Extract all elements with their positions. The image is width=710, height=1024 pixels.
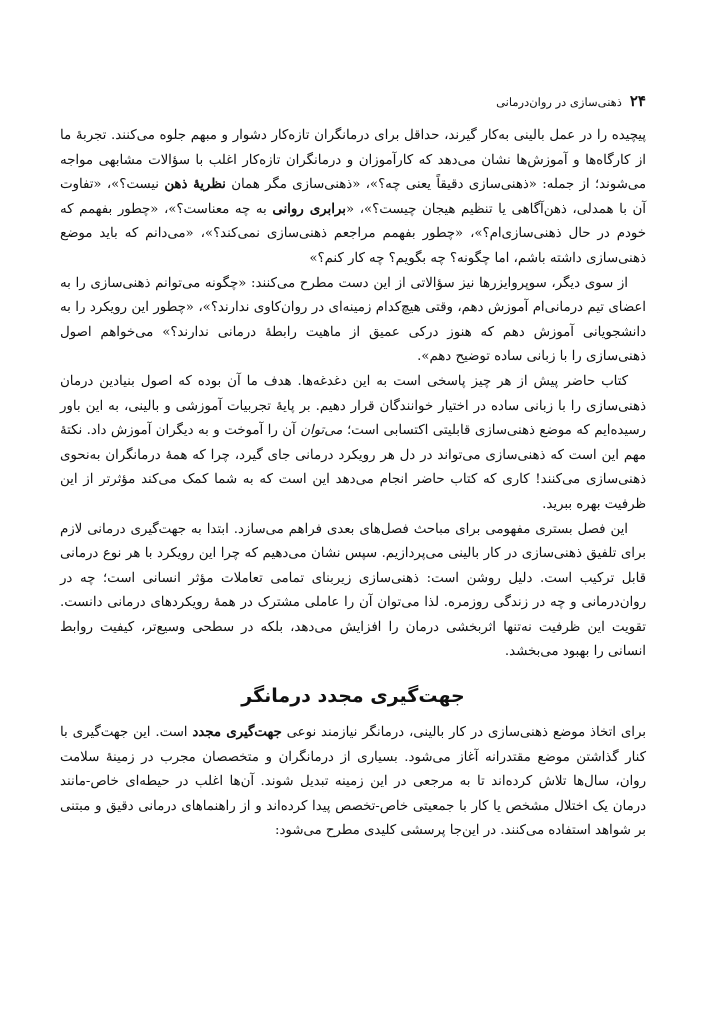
section-heading: جهت‌گیری مجدد درمانگر [241, 685, 465, 708]
bold-term-theory-of-mind: نظریهٔ ذهن [164, 177, 226, 193]
running-head [60, 92, 646, 114]
paragraph-text: از سوی دیگر، سوپروایزرها نیز سؤالاتی از این دست مطرح می‌کنند: «چگونه می‌توانم ذهنی‌سازی را به اعضای تیم درمانی‌ام آموزش دهم، وقتی هیچ‌کدام زمینه‌ای در روان‌کاوی ندارند؟»، «چطور این رویکرد را به دانشجویانی آموزش دهم که هنوز درکی عمیق از ماهیت رابطهٔ درمانی ندارند؟» می‌خواهم اصول ذهنی‌سازی را با زبانی ساده توضیح دهم». [60, 275, 646, 365]
paragraph-text: است. این جهت‌گیری با کنار گذاشتن موضع مقتدرانه آغاز می‌شود. بسیاری از درمانگران و متخصصان مجرب در زمینهٔ سلامت روان، سال‌ها تلاش کرده‌اند تا به مرجعی در این زمینه تبدیل شوند. آن‌ها اغلب در حیطه‌ای خاص-مانند درمان یک اختلال مشخص یا کار با جمعیتی خاص-تخصص پیدا کرده‌اند و از راهنماهای درمانی دقیق و مبتنی بر شواهد استفاده می‌کنند. در این‌جا پرسشی کلیدی مطرح می‌شود: [60, 725, 646, 839]
paragraph-4 [60, 518, 646, 666]
paragraph-text: این فصل بستری مفهومی برای مباحث فصل‌های بعدی فراهم می‌سازد. ابتدا به جهت‌گیری درمانی لازم برای تلفیق ذهنی‌سازی در کار بالینی می‌پردازیم. سپس نشان می‌دهیم که چرا این رویکرد با هر نوع درمانی قابل ترکیب است. دلیل روشن است: ذهنی‌سازی زیربنای تمامی تعاملات مؤثر انسانی است؛ چه در روان‌درمانی و چه در زندگی روزمره. لذا می‌توان آن را عاملی مشترک در همهٔ رویکردهای درمانی دانست. تقویت این ظرفیت نه‌تنها اثربخشی درمان را افزایش می‌دهد، بلکه در سطحی وسیع‌تر، کیفیت روابط انسانی را بهبود می‌بخشد. [60, 521, 646, 660]
paragraph-2 [60, 272, 646, 370]
bold-term-psychic-equivalence: برابری روانی [272, 201, 346, 217]
paragraph-text: نیست؟»، «تفاوت آن با همدلی، ذهن‌آگاهی یا تنظیم هیجان چیست؟»، « [60, 177, 646, 217]
paragraph-text: آن را آموخت و به دیگران آموزش داد. نکتهٔ مهم این است که ذهنی‌سازی می‌تواند در دل هر رویکرد درمانی جای گیرد، چرا که همهٔ درمانگران به‌نحوی ذهنی‌سازی می‌کنند! کاری که کتاب حاضر انجام می‌دهد این است که به شما کمک می‌کند مؤثرتر از این ظرفیت بهره ببرید. [60, 423, 646, 512]
section-paragraph [60, 721, 646, 844]
paragraph-3 [60, 370, 646, 518]
bold-term-reorientation: جهت‌گیری مجدد [192, 725, 282, 741]
italic-term-can: می‌توان [300, 423, 343, 439]
paragraph-text: پیچیده را در عمل بالینی به‌کار گیرند، حداقل برای درمانگران تازه‌کار دشوار و مبهم جلوه می‌کنند. تجربهٔ ما از کارگاه‌ها و آموزش‌ها نشان می‌دهد که کارآموزان و درمانگران تازه‌کار اغلب با سؤالات مشابهی مواجه می‌شوند؛ از جمله: «ذهنی‌سازی دقیقاً یعنی چه؟»، «ذهنی‌سازی مگر همان [60, 128, 646, 193]
page-number: ۲۴ [629, 92, 646, 110]
running-title: ذهنی‌سازی در روان‌درمانی [496, 95, 622, 109]
paragraph-text: به چه معناست؟»، «چطور بفهمم که خودم در حال ذهنی‌سازی‌ام؟»، «چطور بفهمم مراجعم ذهنی‌سازی نمی‌کند؟»، «می‌دانم که باید موضع ذهنی‌سازی داشته باشم، اما چگونه؟ چه بگویم؟ چه کار کنم؟» [60, 201, 646, 266]
paragraph-text: برای اتخاذ موضع ذهنی‌سازی در کار بالینی، درمانگر نیازمند نوعی [281, 725, 646, 741]
paragraph-text: کتاب حاضر پیش از هر چیز پاسخی است به این دغدغه‌ها. هدف ما آن بوده که اصول بنیادین درمان ذهنی‌سازی را با زبانی ساده در اختیار خوانندگان قرار دهیم. بر پایهٔ تجربیات آموزشی و بالینی، به این باور رسیده‌ایم که موضع ذهنی‌سازی قابلیتی اکتسابی است؛ [60, 373, 646, 439]
paragraph-1 [60, 124, 646, 272]
